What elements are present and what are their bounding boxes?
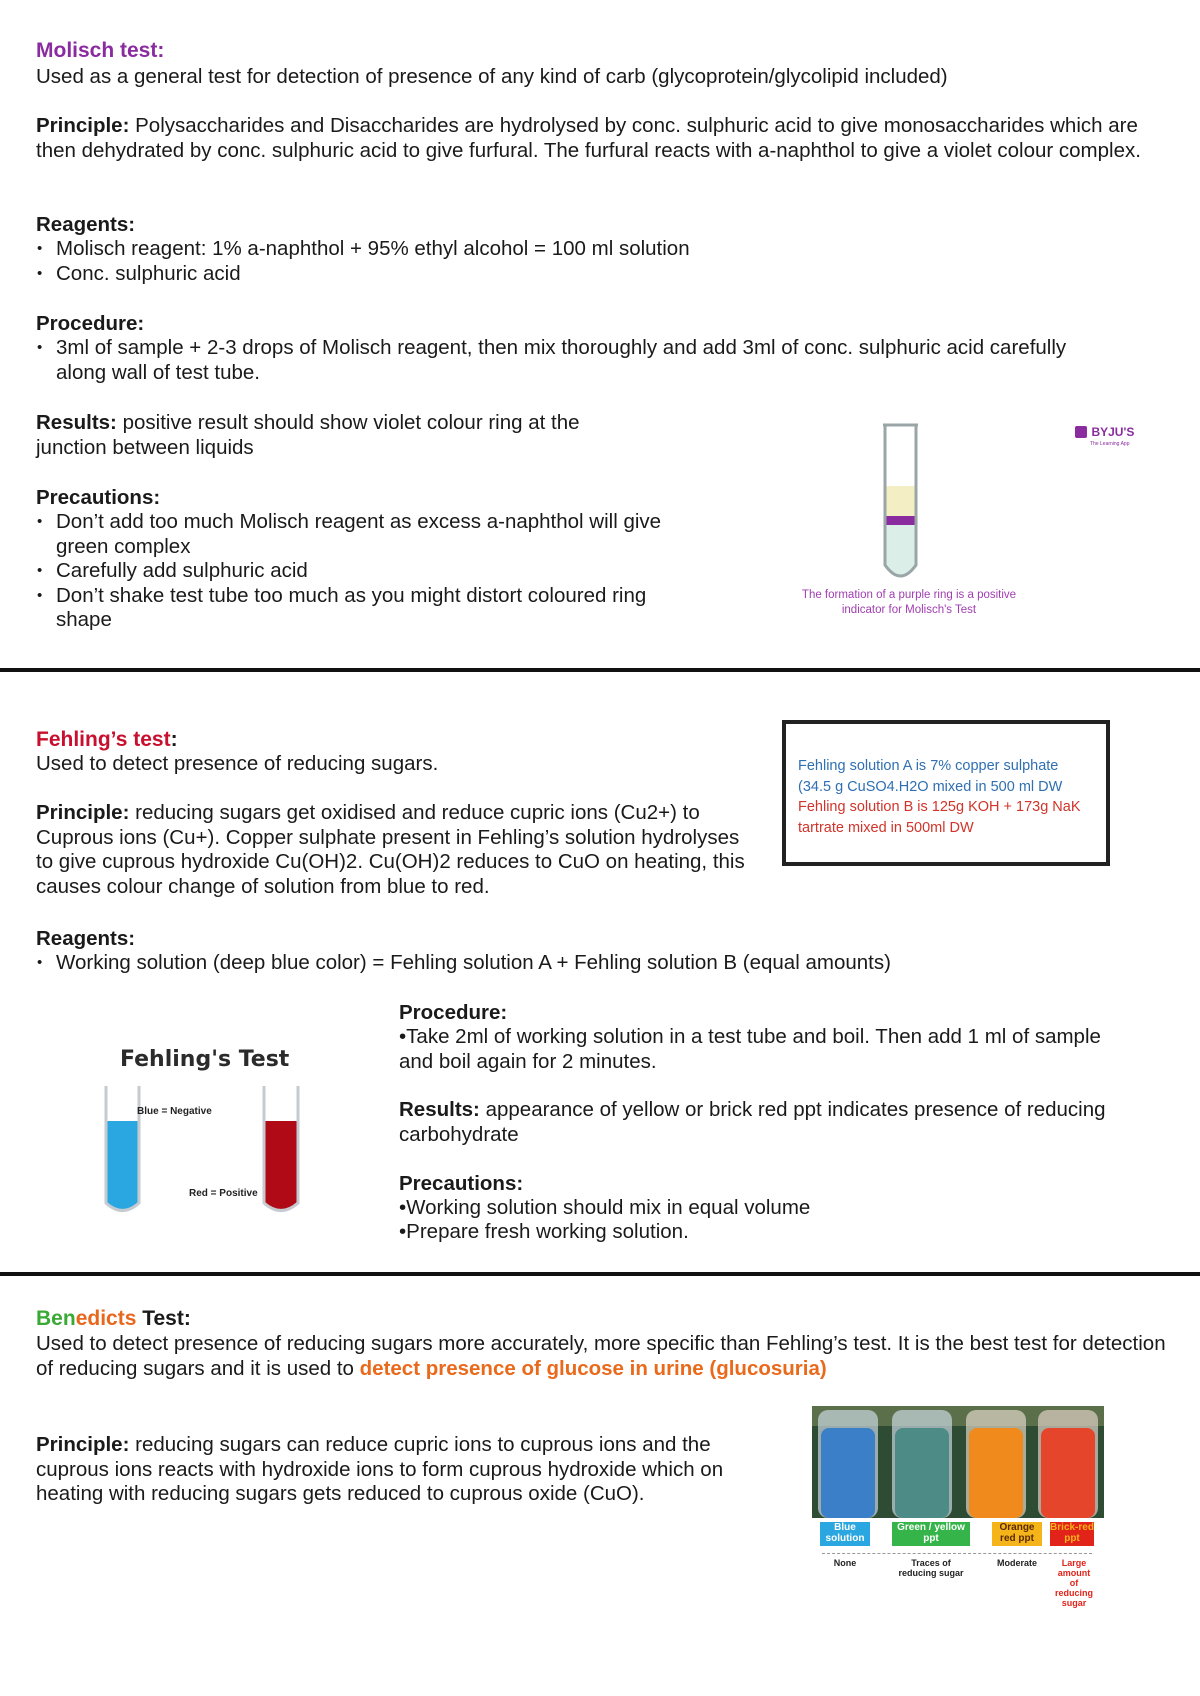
molisch-intro: Used as a general test for detection of presence of any kind of carb (glycoprotein/glycolipid included) — [36, 65, 948, 88]
tube-blue — [818, 1410, 878, 1518]
molisch-title: Molisch test: — [36, 39, 165, 62]
list-item: • Don’t shake test tube too much as you might distort coloured ring shape — [36, 584, 676, 633]
legend-green-yellow-ppt: Green / yellow ppt — [892, 1522, 970, 1546]
fehling-procedure-label: Procedure: — [399, 1001, 508, 1024]
fehling-solution-b: Fehling solution B is 125g KOH + 173g NaK tartrate mixed in 500ml DW — [798, 799, 1081, 836]
list-item: • Carefully add sulphuric acid — [36, 559, 676, 584]
fehling-precaution-2: •Prepare fresh working solution. — [399, 1220, 689, 1243]
legend-divider — [822, 1553, 1092, 1554]
fehling-intro: Used to detect presence of reducing sugars. — [36, 752, 439, 775]
benedicts-title — [36, 1307, 191, 1332]
principle-text: reducing sugars get oxidised and reduce cupric ions (Cu2+) to Cuprous ions (Cu+). Copper sulphate present in Fehling’s solution hydrolyses to give cuprous hydroxide Cu(OH)2. Cu(OH)2 reduces to CuO on heating, this causes colour change of solution from blue to red. — [36, 801, 745, 898]
fehling-reagents-list — [36, 951, 1156, 976]
fehling-precaution-1: •Working solution should mix in equal volume — [399, 1196, 811, 1219]
test-tube-icon — [855, 415, 955, 590]
benedicts-title-part2: edicts — [75, 1307, 137, 1330]
molisch-procedure-list — [36, 336, 1116, 385]
section-divider — [0, 1272, 1200, 1276]
principle-label: Principle: — [36, 1433, 130, 1456]
fehling-solution-a: Fehling solution A is 7% copper sulphate (34.5 g CuSO4.H2O mixed in 500 ml DW — [798, 758, 1063, 795]
section-divider — [0, 668, 1200, 672]
fehling-title-colon: : — [170, 728, 178, 751]
molisch-procedure-label: Procedure: — [36, 312, 145, 335]
fehling-title-text: Fehling’s test — [36, 728, 171, 751]
benedicts-title-part1: Ben — [36, 1307, 76, 1330]
list-item: • Don’t add too much Molisch reagent as excess a-naphthol will give green complex — [36, 510, 676, 559]
fehling-figure-title: Fehling's Test — [120, 1047, 290, 1072]
benedicts-tubes-photo — [812, 1406, 1104, 1518]
benedicts-intro-highlight: detect presence of glucose in urine (glucosuria) — [359, 1356, 827, 1380]
results-text: positive result should show violet colour ring at the junction between liquids — [36, 411, 580, 459]
molisch-precautions-list — [36, 510, 676, 633]
molisch-results — [36, 411, 636, 460]
benedicts-intro — [36, 1332, 1166, 1381]
benedicts-intro-text: Used to detect presence of reducing sugars more accurately, more specific than Fehling’s test. It is the best test for detection of reducing sugars and it is used to — [36, 1332, 1166, 1380]
molisch-figure-caption: The formation of a purple ring is a positive indicator for Molisch's Test — [801, 589, 1017, 616]
list-item: • Working solution (deep blue color) = Fehling solution A + Fehling solution B (equal amounts) — [36, 951, 1156, 976]
results-label: Results: — [399, 1098, 480, 1121]
principle-label: Principle: — [36, 801, 130, 824]
results-label: Results: — [36, 411, 117, 434]
red-positive-label: Red = Positive — [189, 1188, 258, 1199]
molisch-test-tube-figure — [800, 415, 1160, 615]
tube-brick-red — [1038, 1410, 1098, 1518]
principle-text: Polysaccharides and Disaccharides are hydrolysed by conc. sulphuric acid to give monosaccharides which are then dehydrated by conc. sulphuric acid to give furfural. The furfural reacts with a-naphthol to give a violet colour complex. — [36, 114, 1141, 162]
legend-sub-none: None — [833, 1558, 857, 1568]
list-item: • Molisch reagent: 1% a-naphthol + 95% ethyl alcohol = 100 ml solution — [36, 237, 1156, 262]
fehling-solution-infobox — [782, 720, 1110, 866]
benedicts-principle — [36, 1433, 748, 1507]
molisch-reagents-label: Reagents: — [36, 213, 136, 236]
fehling-reagents-label: Reagents: — [36, 927, 136, 950]
legend-orange-red-ppt: Orange red ppt — [992, 1522, 1042, 1546]
byjus-logo-text: BYJU'S — [1091, 424, 1135, 439]
fehling-title — [36, 728, 178, 753]
byjus-logo — [1075, 423, 1145, 447]
principle-label: Principle: — [36, 114, 130, 137]
tube-orange — [966, 1410, 1026, 1518]
blue-negative-label: Blue = Negative — [137, 1106, 212, 1117]
principle-text: reducing sugars can reduce cupric ions to cuprous ions and the cuprous ions reacts with hydroxide ions to form cuprous hydroxide which on heating with reducing sugars gets reduced to cuprous oxide (CuO). — [36, 1433, 724, 1506]
fehling-procedure-text: •Take 2ml of working solution in a test tube and boil. Then add 1 ml of sample and boil again for 2 minutes. — [399, 1025, 1101, 1073]
byjus-logo-icon — [1075, 426, 1087, 438]
legend-brick-red-ppt: Brick-red ppt — [1050, 1522, 1094, 1544]
molisch-precautions-label: Precautions: — [36, 486, 161, 509]
fehling-results — [399, 1098, 1119, 1147]
results-text: appearance of yellow or brick red ppt indicates presence of reducing carbohydrate — [399, 1098, 1106, 1146]
benedicts-title-part3: Test: — [136, 1307, 191, 1330]
legend-sub-moderate: Moderate — [996, 1558, 1037, 1568]
legend-sub-large: Large amount of reducing sugar — [1054, 1558, 1093, 1608]
fehling-test-figure — [80, 1040, 330, 1220]
fehling-precautions-label: Precautions: — [399, 1172, 524, 1195]
legend-blue-solution: Blue solution — [820, 1522, 870, 1546]
fehling-principle — [36, 801, 756, 899]
byjus-tagline: The Learning App — [1090, 441, 1130, 447]
list-item: • Conc. sulphuric acid — [36, 262, 1156, 287]
list-item: • 3ml of sample + 2-3 drops of Molisch reagent, then mix thoroughly and add 3ml of conc. sulphuric acid carefully along wall of test tube. — [36, 336, 1116, 385]
legend-sub-traces: Traces of reducing sugar — [898, 1558, 964, 1578]
benedicts-result-figure — [812, 1406, 1104, 1606]
molisch-reagents-list — [36, 237, 1156, 286]
molisch-principle — [36, 114, 1156, 163]
tube-green — [892, 1410, 952, 1518]
